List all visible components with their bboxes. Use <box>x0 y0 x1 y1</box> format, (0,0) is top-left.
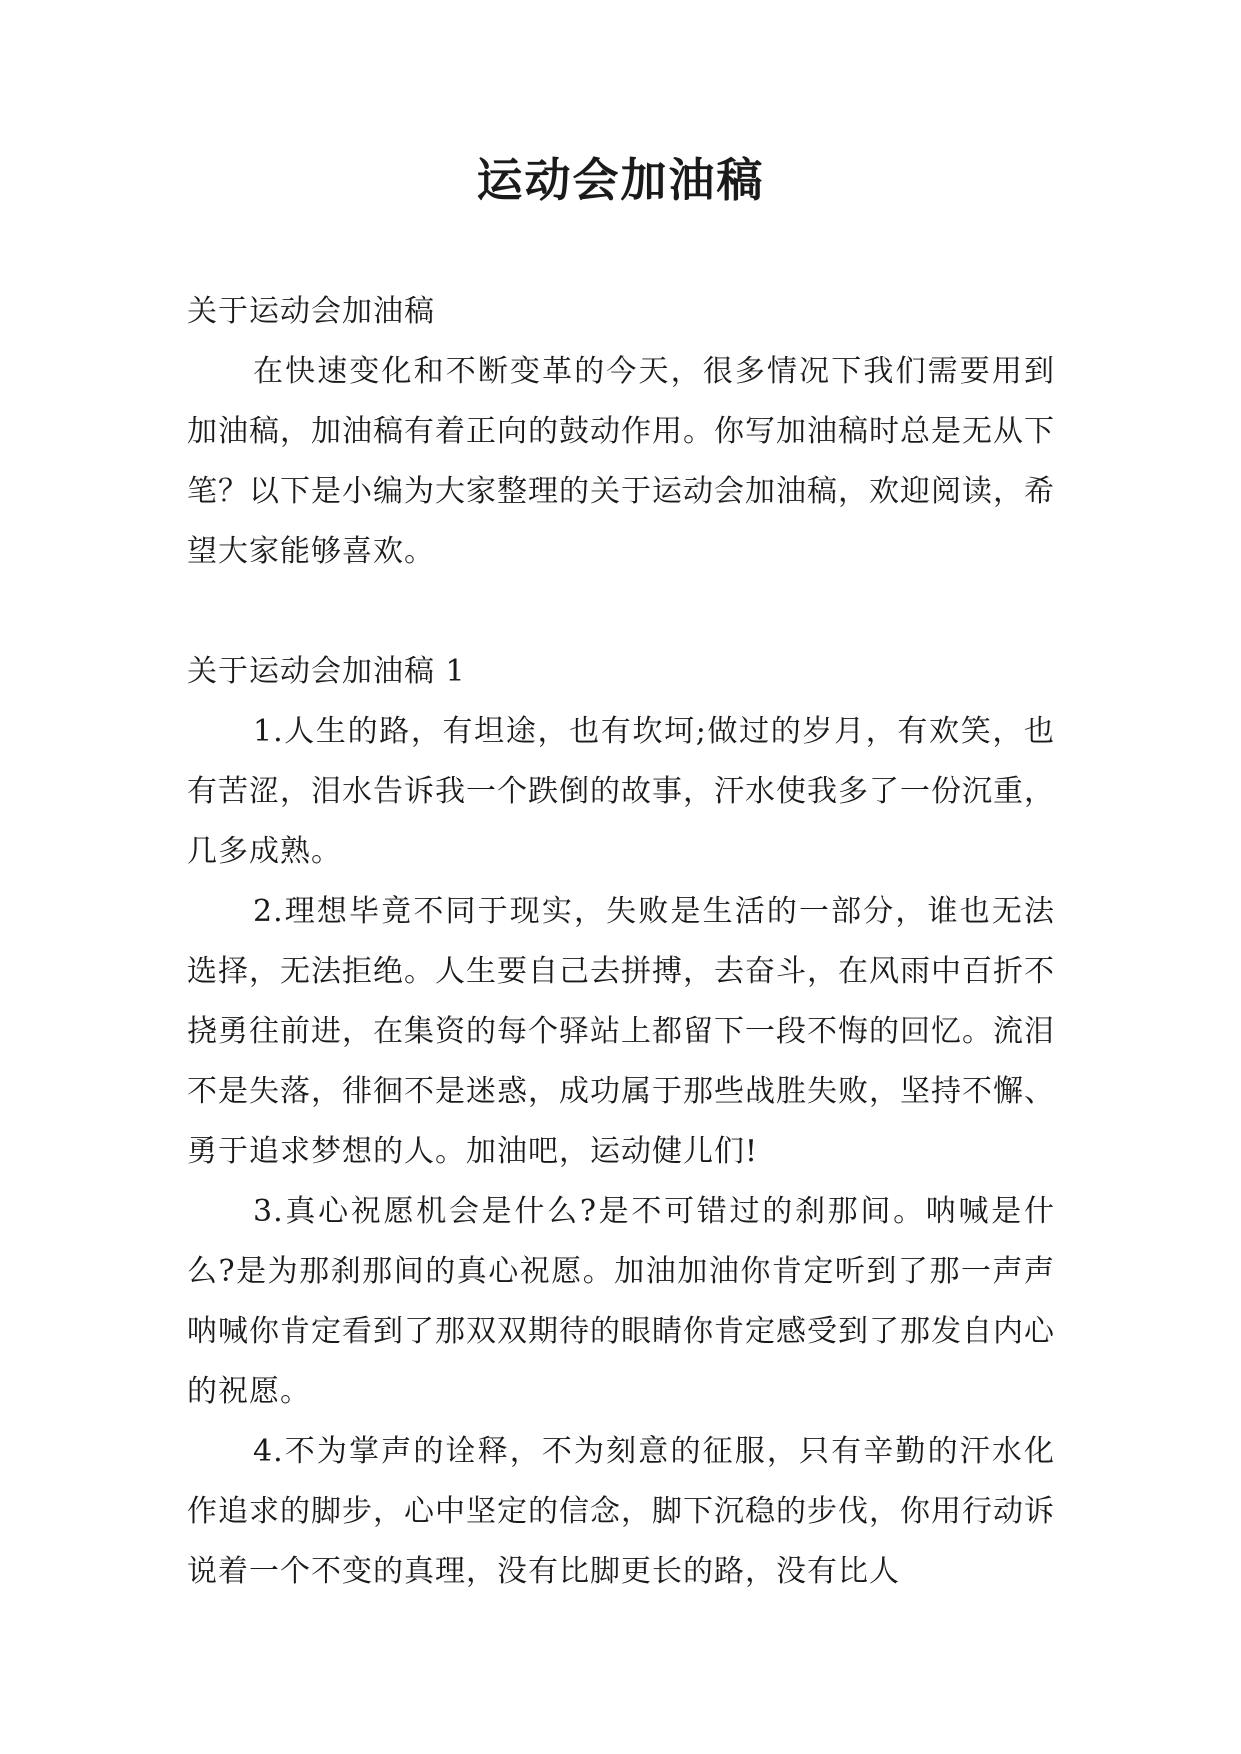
list-item-3: 3.真心祝愿机会是什么?是不可错过的刹那间。呐喊是什么?是为那刹那间的真心祝愿。加油加油你肯定听到了那一声声呐喊你肯定看到了那双双期待的眼睛你肯定感受到了那发自内心的祝愿。 <box>187 1194 1055 1409</box>
list-item-4: 4.不为掌声的诠释，不为刻意的征服，只有辛勤的汗水化作追求的脚步，心中坚定的信念，脚下沉稳的步伐，你用行动诉说着一个不变的真理，没有比脚更长的路，没有比人 <box>187 1434 1055 1589</box>
list-item-2: 2.理想毕竟不同于现实，失败是生活的一部分，谁也无法选择，无法拒绝。人生要自己去拼搏，去奋斗，在风雨中百折不挠勇往前进，在集资的每个驿站上都留下一段不悔的回忆。流泪不是失落，徘徊不是迷惑，成功属于那些战胜失败，坚持不懈、勇于追求梦想的人。加油吧，运动健儿们! <box>187 894 1055 1169</box>
document-body <box>187 282 1055 1602</box>
list-item-1: 1.人生的路，有坦途，也有坎坷;做过的岁月，有欢笑，也有苦涩，泪水告诉我一个跌倒的故事，汗水使我多了一份沉重，几多成熟。 <box>187 714 1055 869</box>
section-heading-1: 关于运动会加油稿 1 <box>187 654 466 689</box>
section-spacer <box>187 582 1055 642</box>
intro-paragraph: 在快速变化和不断变革的今天，很多情况下我们需要用到加油稿，加油稿有着正向的鼓动作用。你写加油稿时总是无从下笔？以下是小编为大家整理的关于运动会加油稿，欢迎阅读，希望大家能够喜欢。 <box>187 354 1055 569</box>
intro-heading: 关于运动会加油稿 <box>187 294 435 329</box>
document-title: 运动会加油稿 <box>476 153 765 207</box>
